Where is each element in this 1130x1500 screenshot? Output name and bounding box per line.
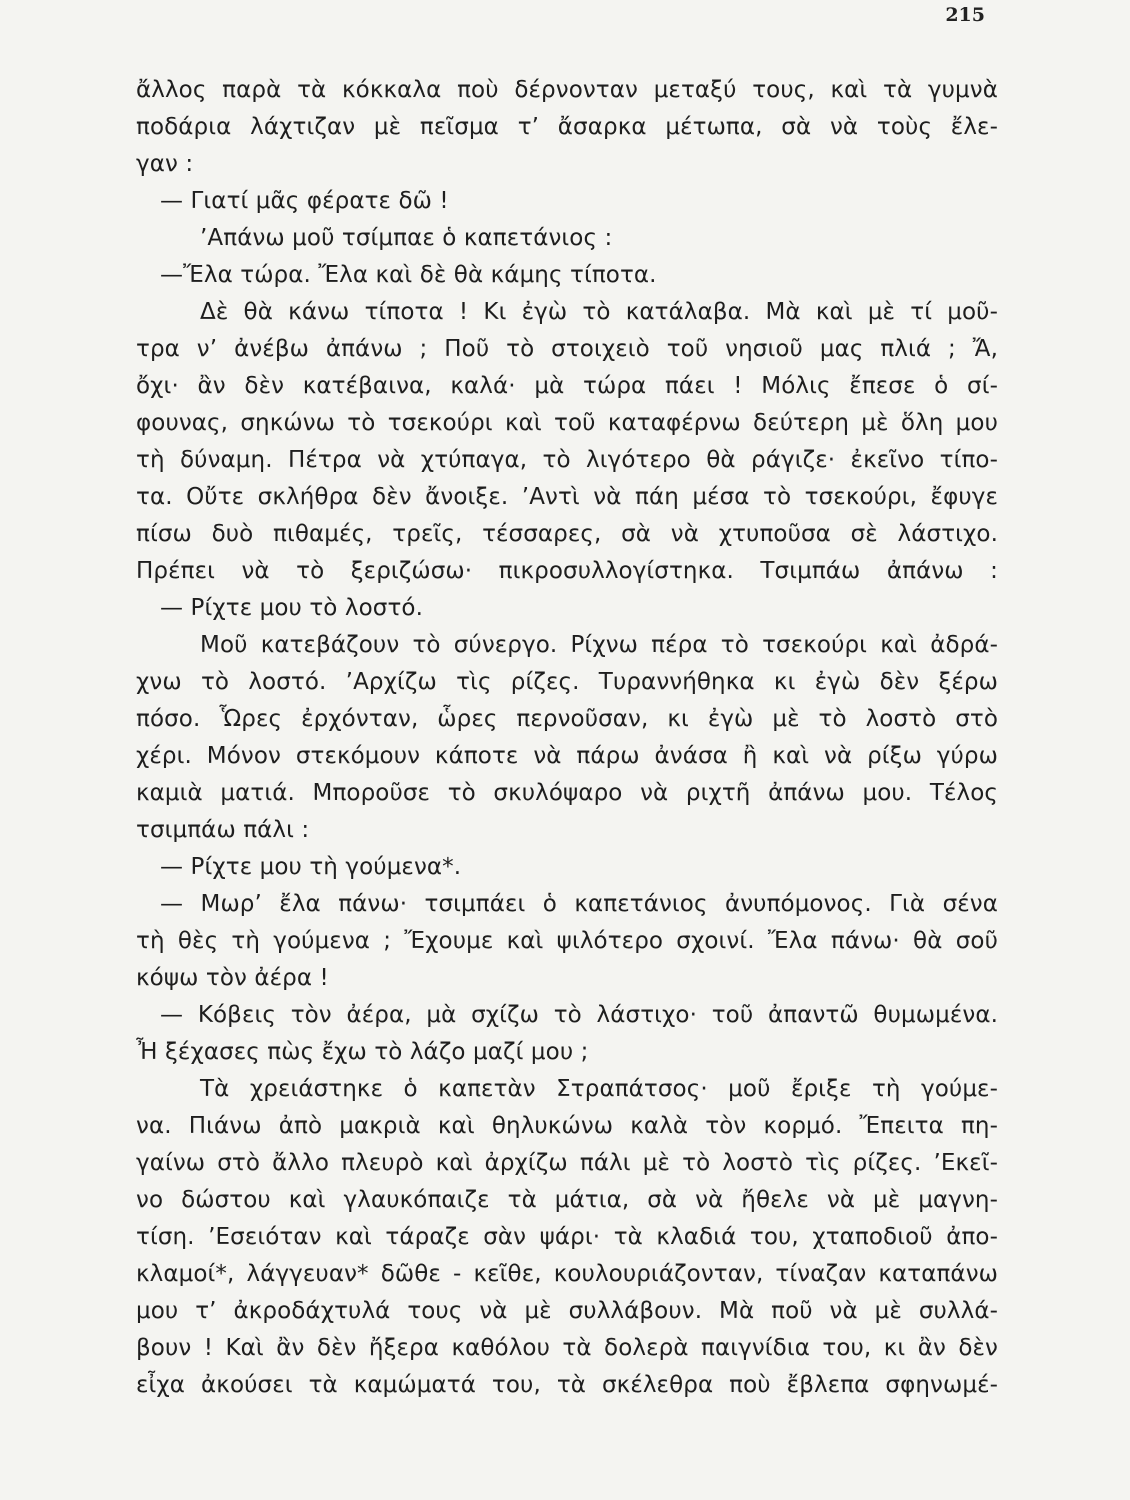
text-line: Πρέπει νὰ τὸ ξεριζώσω· πικροσυλλογίστηκα. Τσιμπάω ἀπάνω : — [136, 558, 998, 584]
text-line: ποδάρια λάχτιζαν μὲ πεῖσμα τ’ ἄσαρκα μέτωπα, σὰ νὰ τοὺς ἔλε- — [136, 114, 998, 140]
text-line: κλαμοί*, λάγγευαν* δῶθε - κεῖθε, κουλουριάζονταν, τίναζαν καταπάνω — [136, 1261, 998, 1287]
text-line: — Μωρ’ ἔλα πάνω· τσιμπάει ὁ καπετάνιος ἀνυπόμονος. Γιὰ σένα — [160, 891, 998, 917]
text-line: — Ρίχτε μου τὸ λοστό. — [160, 595, 423, 621]
text-line: τα. Οὔτε σκλήθρα δὲν ἄνοιξε. ’Αντὶ νὰ πάη μέσα τὸ τσεκούρι, ἔφυγε — [136, 484, 998, 510]
text-line: τρα ν’ ἀνέβω ἀπάνω ; Ποῦ τὸ στοιχειὸ τοῦ νησιοῦ μας πλιά ; Ἄ, — [136, 336, 998, 362]
text-line: — Ρίχτε μου τὴ γούμενα*. — [160, 854, 462, 880]
text-line: —Ἔλα τώρα. Ἔλα καὶ δὲ θὰ κάμης τίποτα. — [160, 262, 657, 288]
body-text — [136, 72, 998, 1404]
text-line: χνω τὸ λοστό. ’Αρχίζω τὶς ρίζες. Τυραννήθηκα κι ἐγὼ δὲν ξέρω — [136, 669, 998, 695]
text-line: να. Πιάνω ἀπὸ μακριὰ καὶ θηλυκώνω καλὰ τὸν κορμό. Ἔπειτα πη- — [136, 1113, 998, 1139]
text-line: πόσο. Ὧρες ἐρχόνταν, ὧρες περνοῦσαν, κι ἐγὼ μὲ τὸ λοστὸ στὸ — [136, 706, 998, 732]
text-line: — Γιατί μᾶς φέρατε δῶ ! — [160, 188, 449, 214]
text-line: ὄχι· ἂν δὲν κατέβαινα, καλά· μὰ τώρα πάει ! Μόλις ἔπεσε ὁ σί- — [136, 373, 998, 399]
text-line: — Κόβεις τὸν ἀέρα, μὰ σχίζω τὸ λάστιχο· τοῦ ἀπαντῶ θυμωμένα. — [160, 1002, 998, 1028]
text-line: πίσω δυὸ πιθαμές, τρεῖς, τέσσαρες, σὰ νὰ χτυποῦσα σὲ λάστιχο. — [136, 521, 998, 547]
text-line: νο δώστου καὶ γλαυκόπαιζε τὰ μάτια, σὰ νὰ ἤθελε νὰ μὲ μαγνη- — [136, 1187, 998, 1213]
text-line: Τὰ χρειάστηκε ὁ καπετὰν Στραπάτσος· μοῦ ἔριξε τὴ γούμε- — [200, 1076, 998, 1102]
text-line: εἶχα ἀκούσει τὰ καμώματά του, τὰ σκέλεθρα ποὺ ἔβλεπα σφηνωμέ- — [136, 1372, 998, 1398]
text-line: ’Απάνω μοῦ τσίμπαε ὁ καπετάνιος : — [200, 225, 613, 251]
text-line: Ἦ ξέχασες πὼς ἔχω τὸ λάζο μαζί μου ; — [136, 1039, 589, 1065]
text-line: καμιὰ ματιά. Μποροῦσε τὸ σκυλόψαρο νὰ ριχτῆ ἀπάνω μου. Τέλος — [136, 780, 998, 806]
text-line: τσιμπάω πάλι : — [136, 817, 310, 843]
text-line: χέρι. Μόνον στεκόμουν κάποτε νὰ πάρω ἀνάσα ἢ καὶ νὰ ρίξω γύρω — [136, 743, 998, 769]
text-line: γαίνω στὸ ἄλλο πλευρὸ καὶ ἀρχίζω πάλι μὲ τὸ λοστὸ τὶς ρίζες. ’Εκεῖ- — [136, 1150, 998, 1176]
page-number: 215 — [945, 4, 985, 26]
text-line: τὴ δύναμη. Πέτρα νὰ χτύπαγα, τὸ λιγότερο θὰ ράγιζε· ἐκεῖνο τίπο- — [136, 447, 998, 473]
text-line: μου τ’ ἀκροδάχτυλά τους νὰ μὲ συλλάβουν. Μὰ ποῦ νὰ μὲ συλλά- — [136, 1298, 998, 1324]
text-line: κόψω τὸν ἀέρα ! — [136, 965, 329, 991]
text-line: φουνας, σηκώνω τὸ τσεκούρι καὶ τοῦ καταφέρνω δεύτερη μὲ ὅλη μου — [136, 410, 998, 436]
text-line: γαν : — [136, 151, 194, 177]
text-line: τὴ θὲς τὴ γούμενα ; Ἔχουμε καὶ ψιλότερο σχοινί. Ἔλα πάνω· θὰ σοῦ — [136, 928, 998, 954]
text-line: Δὲ θὰ κάνω τίποτα ! Κι ἐγὼ τὸ κατάλαβα. Μὰ καὶ μὲ τί μοῦ- — [200, 299, 998, 325]
text-line: βουν ! Καὶ ἂν δὲν ἤξερα καθόλου τὰ δολερὰ παιγνίδια του, κι ἂν δὲν — [136, 1335, 998, 1361]
text-line: ἄλλος παρὰ τὰ κόκκαλα ποὺ δέρνονταν μεταξύ τους, καὶ τὰ γυμνὰ — [136, 77, 998, 103]
text-line: τίση. ’Εσειόταν καὶ τάραζε σὰν ψάρι· τὰ κλαδιά του, χταποδιοῦ ἀπο- — [136, 1224, 998, 1250]
text-line: Μοῦ κατεβάζουν τὸ σύνεργο. Ρίχνω πέρα τὸ τσεκούρι καὶ ἀδρά- — [200, 632, 998, 658]
